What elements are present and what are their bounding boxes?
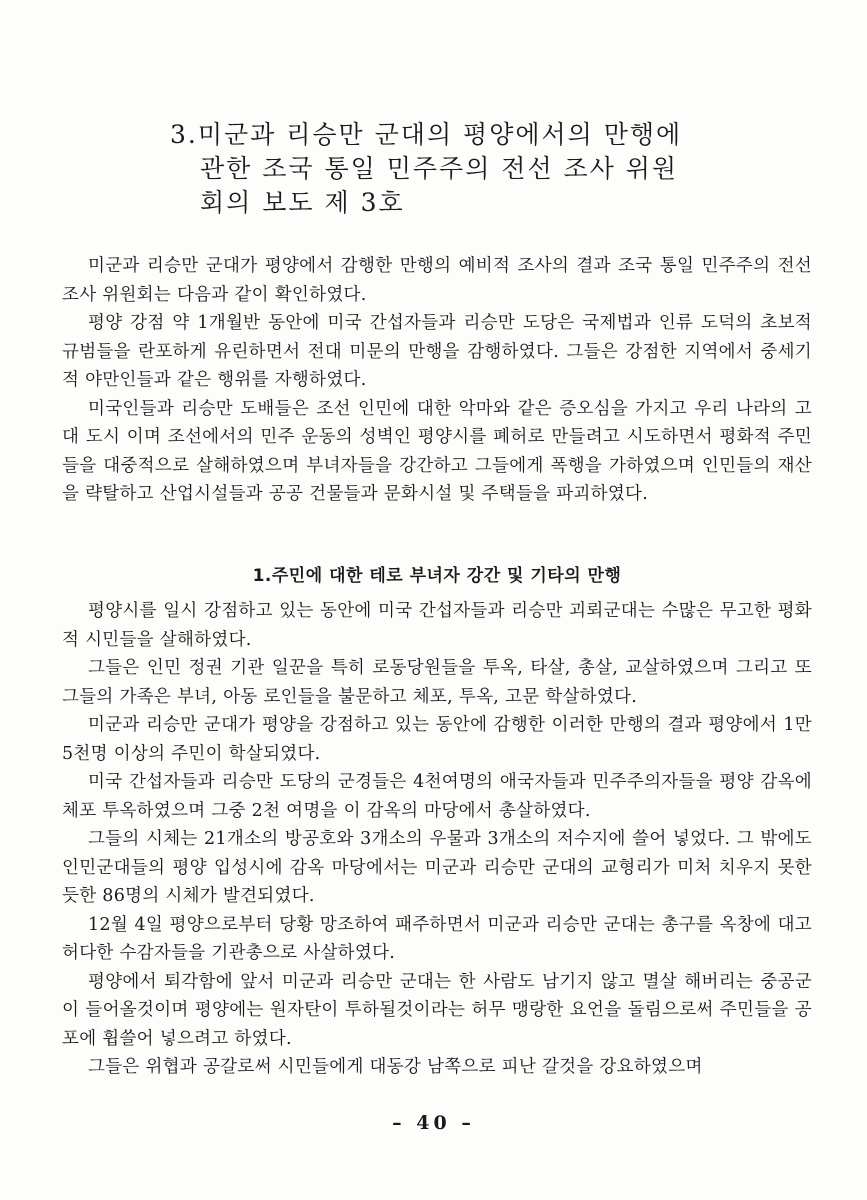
intro-section (62, 252, 812, 509)
intro-paragraph-1: 미군과 리승만 군대가 평양에서 감행한 만행의 예비적 조사의 결과 조국 통일 민주주의 전선 조사 위원회는 다음과 같이 확인하였다. (62, 256, 812, 305)
document-title (170, 118, 730, 220)
title-line-2: 관한 조국 통일 민주주의 전선 조사 위원 (200, 154, 679, 183)
title-line-1: 3.미군과 리승만 군대의 평양에서의 만행에 (170, 120, 683, 149)
section-paragraph-8: 그들은 위협과 공갈로써 시민들에게 대동강 남쪽으로 피난 갈것을 강요하였으며 (88, 1057, 703, 1077)
intro-paragraph-3: 미국인들과 리승만 도배들은 조선 인민에 대한 악마와 같은 증오심을 가지고 우리 나라의 고대 도시 이며 조선에서의 민주 운동의 성벽인 평양시를 폐허로 만들려고 시도하면서 평화적 주민들을 대중적으로 살해하였으며 부녀자들을 강간하고 그들에게 폭행을 가하였으며 인민들의 재산을 략탈하고 산업시설들과 공공 건물들과 문화시설 및 주택들을 파괴하였다. (62, 398, 812, 504)
section-paragraph-7: 평양에서 퇴각함에 앞서 미군과 리승만 군대는 한 사람도 남기지 않고 멸살 해버리는 중공군이 들어올것이며 평양에는 원자탄이 투하될것이라는 허무 맹랑한 요언을 돌림으로써 주민들을 공포에 휩쓸어 넣으려고 하였다. (62, 971, 812, 1049)
section-heading: 1.주민에 대한 테로 부녀자 강간 및 기타의 만행 (252, 566, 622, 586)
section-paragraph-5: 그들의 시체는 21개소의 방공호와 3개소의 우물과 3개소의 저수지에 쓸어 넣었다. 그 밖에도 인민군대들의 평양 입성시에 감옥 마당에서는 미군과 리승만 군대의 교형리가 미처 치우지 못한듯한 86명의 시체가 발견되였다. (62, 829, 812, 906)
section-1-body (62, 597, 812, 1082)
section-paragraph-1: 평양시를 일시 강점하고 있는 동안에 미국 간섭자들과 리승만 괴뢰군대는 수많은 무고한 평화적 시민들을 살해하였다. (62, 601, 812, 650)
title-line-3: 회의 보도 제 3호 (200, 188, 405, 217)
intro-paragraph-2: 평양 강점 약 1개월반 동안에 미국 간섭자들과 리승만 도당은 국제법과 인류 도덕의 초보적 규범들을 란포하게 유린하면서 전대 미문의 만행을 감행하였다. 그들은 강점한 지역에서 중세기적 야만인들과 같은 행위를 자행하였다. (62, 313, 812, 390)
section-paragraph-6: 12월 4일 평양으로부터 당황 망조하여 패주하면서 미군과 리승만 군대는 총구를 옥창에 대고 허다한 수감자들을 기관총으로 사살하였다. (62, 914, 812, 963)
section-paragraph-2: 그들은 인민 정권 기관 일꾼을 특히 로동당원들을 투옥, 타살, 총살, 교살하였으며 그리고 또 그들의 가족은 부녀, 아동 로인들을 불문하고 체포, 투옥, 고문 학살하였다. (62, 658, 812, 707)
section-paragraph-3: 미군과 리승만 군대가 평양을 강점하고 있는 동안에 감행한 이러한 만행의 결과 평양에서 1만 5천명 이상의 주민이 학살되였다. (62, 715, 812, 764)
section-paragraph-4: 미국 간섭자들과 리승만 도당의 군경들은 4천여명의 애국자들과 민주주의자들을 평양 감옥에 체포 투옥하였으며 그중 2천 여명을 이 감옥의 마당에서 총살하였다. (62, 772, 812, 821)
page-number: – 40 – (392, 1112, 475, 1134)
